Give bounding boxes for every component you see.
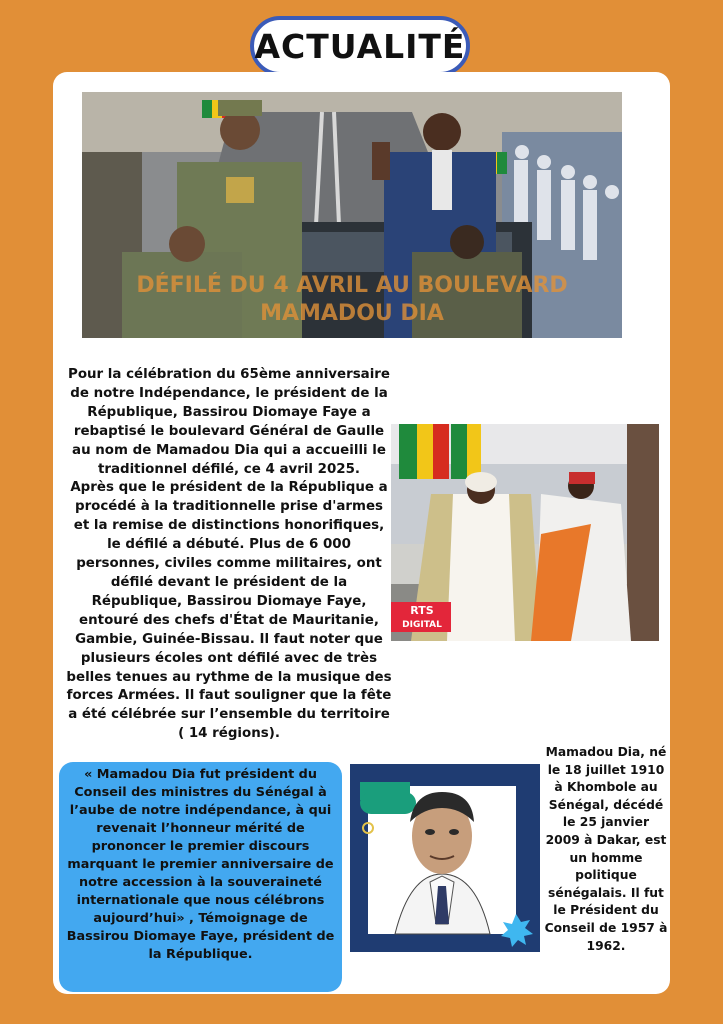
- quote-text: « Mamadou Dia fut président du Conseil des ministres du Sénégal à l’aube de notre indépendance, à qui revenait l’honneur mérité de prononcer le premier discours marquant le premier anniversaire de notre accession à la souveraineté internationale que nous célébrons aujourd’hui» , Témoignage de Bassirou Diomaye Faye, président de la République.: [66, 767, 335, 962]
- traditional-dress-photo: [391, 424, 659, 641]
- header-badge: [250, 16, 470, 76]
- article-paragraph-2: Après que le président de la République a procédé à la traditionnelle prise d'armes et la remise de distinctions honorifiques, le défilé a débuté. Plus de 6 000 personnes, civiles comme militaires, ont défilé devant le président de la République, Bassirou Diomaye Faye, entouré des chefs d'État de Mauritanie, Gambie, Guinée-Bissau. Il faut noter que plusieurs écoles ont défilé avec de très belles tenues au rythme de la musique des forces Armées. Il faut souligner que la fête a été célébrée sur l’ensemble du territoire ( 14 régions).: [66, 480, 392, 742]
- page-title: ACTUALITÉ: [254, 26, 466, 66]
- mamadou-dia-portrait-icon: [350, 764, 540, 952]
- biography-text: Mamadou Dia, né le 18 juillet 1910 à Khombole au Sénégal, décédé le 25 janvier 2009 à Dakar, est un homme politique sénégalais. Il fut le Président du Conseil de 1957 à 1962.: [544, 745, 668, 953]
- quote-box: [59, 762, 342, 992]
- article-body: [66, 366, 392, 744]
- article-paragraph-1: Pour la célébration du 65ème anniversaire de notre Indépendance, le président de la République, Bassirou Diomaye Faye a rebaptisé le boulevard Général de Gaulle au nom de Mamadou Dia qui a accueilli le traditionnel défilé, ce 4 avril 2025.: [68, 367, 390, 477]
- hero-title: DÉFILÉ DU 4 AVRIL AU BOULEVARD MAMADOU DIA: [136, 273, 568, 326]
- dancers-photo-icon: [391, 424, 659, 641]
- rts-logo-line2: DIGITAL: [402, 620, 442, 630]
- rts-logo-line1: RTS: [410, 604, 434, 617]
- portrait-frame: [350, 764, 540, 952]
